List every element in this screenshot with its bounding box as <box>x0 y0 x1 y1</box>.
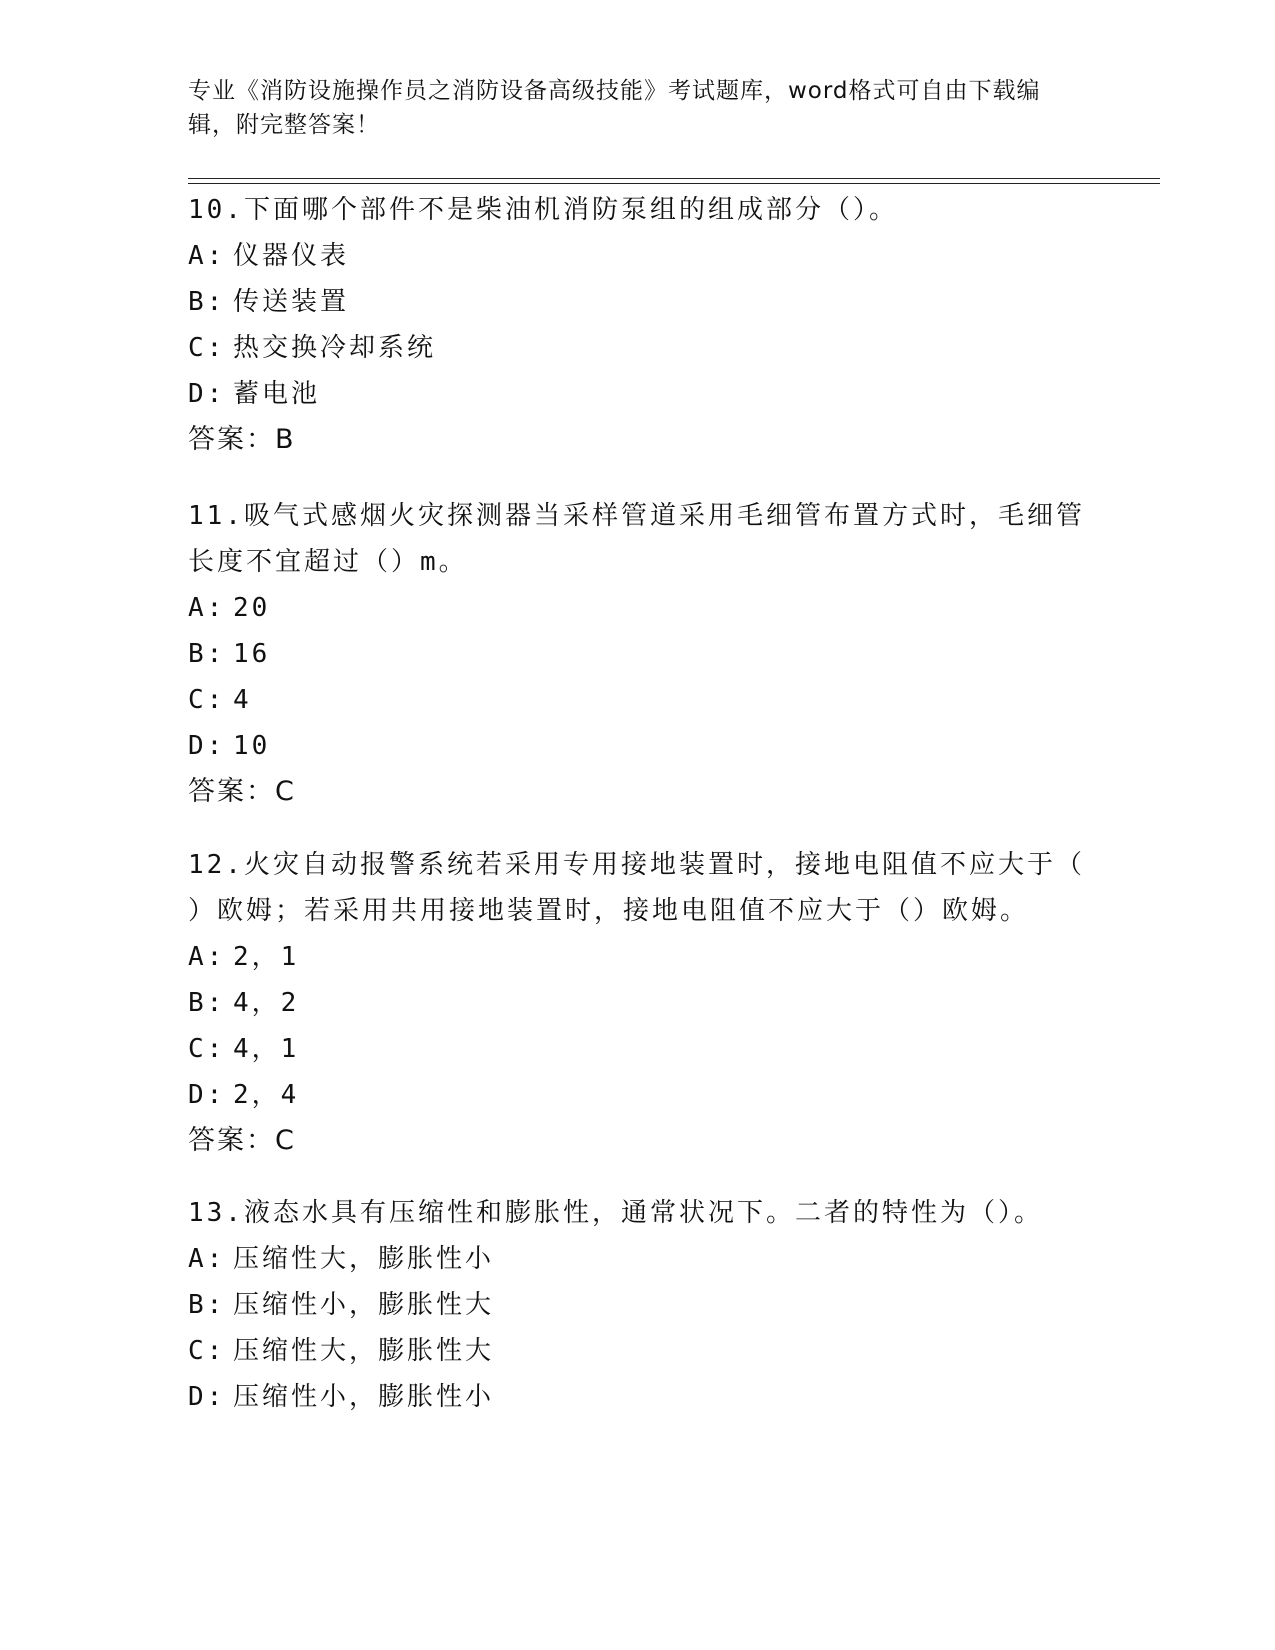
option-text: 压缩性小，膨胀性大 <box>233 1290 495 1320</box>
option-key: B: <box>188 1290 226 1320</box>
option-c <box>188 325 1088 371</box>
question-text: 12.火灾自动报警系统若采用专用接地装置时，接地电阻值不应大于（ <box>188 850 1085 880</box>
question-11 <box>188 493 1088 815</box>
option-text: 4，2 <box>233 988 300 1018</box>
option-b <box>188 980 1088 1026</box>
answer-line: 答案：C <box>188 1125 296 1156</box>
question-text-continued: ）欧姆；若采用共用接地装置时，接地电阻值不应大于（）欧姆。 <box>188 896 1030 926</box>
option-text: 2，4 <box>233 1080 300 1110</box>
option-key: A: <box>188 593 226 623</box>
question-10 <box>188 187 1088 463</box>
option-b <box>188 279 1088 325</box>
option-text: 10 <box>233 731 271 761</box>
option-key: C: <box>188 685 226 715</box>
option-key: A: <box>188 1244 226 1274</box>
option-key: D: <box>188 1080 226 1110</box>
option-d <box>188 723 1088 769</box>
question-text: 13.液态水具有压缩性和膨胀性，通常状况下。二者的特性为（）。 <box>188 1198 1043 1228</box>
option-key: B: <box>188 988 226 1018</box>
option-c <box>188 677 1088 723</box>
option-a <box>188 1236 1088 1282</box>
option-text: 蓄电池 <box>233 379 321 409</box>
option-text: 4，1 <box>233 1034 300 1064</box>
option-c <box>188 1328 1088 1374</box>
question-text: 11.吸气式感烟火灾探测器当采样管道采用毛细管布置方式时，毛细管 <box>188 501 1085 531</box>
option-b <box>188 1282 1088 1328</box>
answer-line: 答案：B <box>188 424 296 455</box>
option-text: 2，1 <box>233 942 300 972</box>
question-13 <box>188 1190 1088 1420</box>
option-key: C: <box>188 333 226 363</box>
option-text: 4 <box>233 685 252 715</box>
option-key: B: <box>188 287 226 317</box>
option-d <box>188 371 1088 417</box>
option-key: A: <box>188 942 226 972</box>
option-text: 热交换冷却系统 <box>233 333 437 363</box>
option-text: 压缩性大，膨胀性小 <box>233 1244 495 1274</box>
option-a <box>188 585 1088 631</box>
option-text: 压缩性大，膨胀性大 <box>233 1336 495 1366</box>
option-c <box>188 1026 1088 1072</box>
option-text: 20 <box>233 593 271 623</box>
option-key: D: <box>188 731 226 761</box>
header-divider-bottom <box>188 183 1160 184</box>
option-key: D: <box>188 1382 226 1412</box>
option-key: D: <box>188 379 226 409</box>
document-header <box>188 74 1088 142</box>
option-text: 16 <box>233 639 271 669</box>
option-text: 压缩性小，膨胀性小 <box>233 1382 495 1412</box>
option-key: B: <box>188 639 226 669</box>
question-text-continued: 长度不宜超过（）m。 <box>188 547 468 577</box>
header-line-2: 辑，附完整答案！ <box>188 112 380 138</box>
header-divider-top <box>188 178 1160 179</box>
option-text: 仪器仪表 <box>233 241 350 271</box>
option-text: 传送装置 <box>233 287 350 317</box>
option-a <box>188 233 1088 279</box>
question-text: 10.下面哪个部件不是柴油机消防泵组的组成部分（）。 <box>188 195 898 225</box>
option-d <box>188 1374 1088 1420</box>
option-key: A: <box>188 241 226 271</box>
option-a <box>188 934 1088 980</box>
question-12 <box>188 842 1088 1164</box>
header-line-1: 专业《消防设施操作员之消防设备高级技能》考试题库，word格式可自由下载编 <box>188 78 1041 104</box>
option-key: C: <box>188 1336 226 1366</box>
option-key: C: <box>188 1034 226 1064</box>
option-d <box>188 1072 1088 1118</box>
answer-line: 答案：C <box>188 776 296 807</box>
option-b <box>188 631 1088 677</box>
